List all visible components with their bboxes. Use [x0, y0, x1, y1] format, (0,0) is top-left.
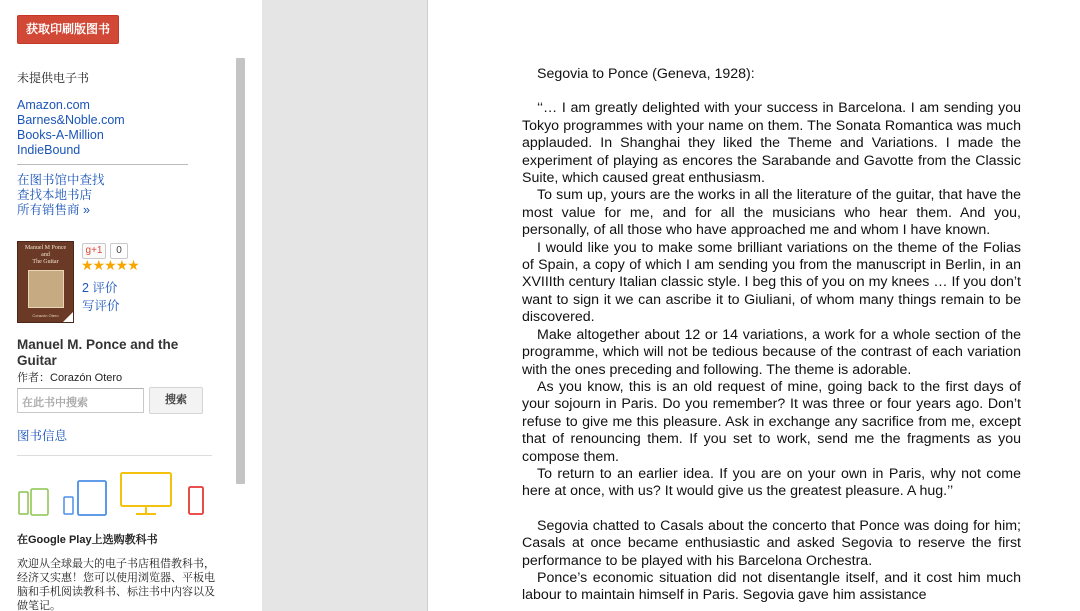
search-in-book-input[interactable]: 在此书中搜索 — [17, 388, 144, 413]
page-heading: Segovia to Ponce (Geneva, 1928): — [537, 66, 755, 82]
review-count-link[interactable]: 2 评价 — [82, 281, 118, 295]
find-in-library-link[interactable]: 在图书馆中查找 — [17, 173, 105, 187]
write-review-link[interactable]: 写评价 — [82, 299, 120, 313]
rating-stars: ★★★★★ — [81, 257, 139, 273]
phone-icon — [64, 497, 73, 514]
phone-icon — [19, 492, 28, 514]
retailer-links — [17, 98, 125, 158]
ereader-icon — [78, 481, 106, 515]
monitor-icon — [121, 473, 171, 506]
page-paragraph: To sum up, yours are the works in all the literature of the guitar, that have the most value for me, and for all the musicians who hear them. And you, personally, of all those who have approached me and whom I have known. — [522, 187, 1021, 239]
google-play-description: 欢迎从全球最大的电子书店租借教科书，经济又实惠！您可以使用浏览器、平板电脑和手机阅读教科书、标注书中内容以及做笔记。 — [17, 558, 215, 611]
library-links — [17, 173, 105, 218]
book-title: Manuel M. Ponce and the Guitar — [17, 337, 179, 368]
page-text — [522, 66, 1021, 605]
tablet-icon — [31, 489, 48, 515]
retailer-link-books-a-million[interactable]: Books-A-Million — [17, 128, 104, 142]
retailer-link-amazon[interactable]: Amazon.com — [17, 98, 90, 112]
search-button[interactable]: 搜索 — [149, 387, 203, 414]
devices-illustration — [17, 470, 212, 520]
retailer-link-barnes-noble[interactable]: Barnes&Noble.com — [17, 113, 125, 127]
sidebar — [0, 0, 248, 611]
all-sellers-link[interactable]: 所有销售商 » — [17, 203, 90, 217]
page-paragraph: I would like you to make some brilliant variations on the theme of the Folias of Spain, a copy of which I am sending you from the manuscript in Berlin, in an XVIIIth century Italian classic style. I beg this of you on my knees … If you don’t want to sign it we can ascribe it to Giuliani, of whom many things remain to be discovered. — [522, 239, 1021, 326]
divider — [17, 455, 212, 456]
get-print-book-button[interactable]: 获取印刷版图书 — [17, 15, 119, 44]
page-paragraph: Segovia chatted to Casals about the concerto that Ponce was doing for him; Casals at once became enthusiastic and asked Segovia to reserve the first performance to be played with his Barcelona Orchestra. — [522, 517, 1021, 569]
viewer-gutter — [262, 0, 428, 611]
book-page — [429, 0, 1080, 611]
page-paragraph: Make altogether about 12 or 14 variations, a work for a whole section of the programme, which will not be tedious because of the contrast of each variation with the ones preceding and following. The theme is adorable. — [522, 326, 1021, 378]
divider — [17, 164, 188, 165]
book-info-link[interactable]: 图书信息 — [17, 429, 68, 443]
find-local-bookstore-link[interactable]: 查找本地书店 — [17, 188, 93, 202]
book-author: 作者：Corazón Otero — [17, 372, 123, 384]
phone-icon — [189, 487, 203, 514]
book-cover-thumbnail[interactable]: Manuel M Ponce and The Guitar Corazón Otero — [17, 241, 74, 323]
page-paragraph: As you know, this is an old request of mine, going back to the first days of your sojourn in Paris. Do you remember? It was three or four years ago. Don’t refuse to give me this pleasure. Ask in exchange any sacrifice from me, except that of renouncing them. If you set to work, send me the fragments as you compose them. — [522, 378, 1021, 465]
sidebar-scrollbar[interactable] — [236, 58, 245, 484]
plus-one-count: 0 — [110, 243, 128, 259]
page-paragraph: ‘‘… I am greatly delighted with your success in Barcelona. I am sending you Tokyo programmes with your name on them. The Sonata Romantica was much applauded. In Shanghai they liked the Theme and Variations. I made the experiment of playing as encores the Sarabande and Gavotte from the Classic Suite, which caused great enthusiasm. — [522, 100, 1021, 187]
page-paragraph: Ponce’s economic situation did not disentangle itself, and it cost him much labour to maintain himself in Paris. Segovia gave him assistance — [522, 569, 1021, 604]
google-play-title: 在Google Play上选购教科书 — [17, 534, 158, 546]
no-ebook-label: 未提供电子书 — [17, 71, 90, 85]
retailer-link-indiebound[interactable]: IndieBound — [17, 143, 81, 157]
page-paragraph: To return to an earlier idea. If you are on your own in Paris, why not come here at once, with us? It would give us the greatest pleasure. A hug.’’ — [522, 465, 1021, 500]
google-plus-one-button[interactable]: g+1 — [82, 243, 106, 259]
